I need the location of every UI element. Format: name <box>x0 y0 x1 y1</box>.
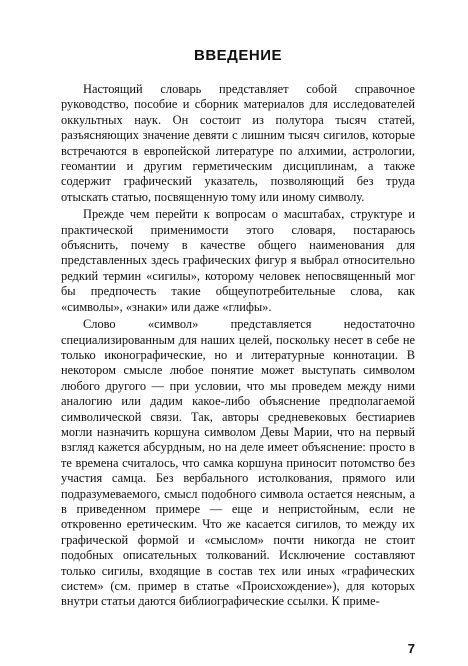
paragraph-intro: Настоящий словарь представляет собой справочное руководство, пособие и сборник материалов для исследователей оккультных наук. Он состоит из полутора тысяч статей, разъясняющих значение девяти с лишним тысяч сигилов, которые встречаются в европейской литературе по алхимии, астрологии, геомантии и другим герметическим дисциплинам, а также содержит графический указатель, позволяющий без труда отыскать статью, посвященную тому или иному символу. <box>61 82 415 204</box>
book-page <box>61 0 415 666</box>
paragraph-terminology: Прежде чем перейти к вопросам о масштабах, структуре и практической применимости этого словаря, постараюсь объяснить, почему в качестве общего наименования для представленных здесь графических фигур я выбрал относительно редкий термин «сигилы», которому человек непосвященный мог бы предпочесть такие общеупотребительные слова, как «символы», «знаки» или даже «глифы». <box>61 207 415 314</box>
body-text <box>61 82 415 610</box>
chapter-heading: ВВЕДЕНИЕ <box>194 47 282 64</box>
page-number: 7 <box>407 641 415 656</box>
paragraph-symbol: Слово «символ» представляется недостаточно специализированным для наших целей, поскольку несет в себе не только иконографические, но и литературные коннотации. В некотором смысле любое понятие может выступать символом любого другого — при условии, что мы проведем между ними аналогию или дадим какое-либо объяснение предполагаемой символической связи. Так, авторы средневековых бестиариев могли назначить коршуна символом Девы Марии, что на первый взгляд кажется абсурдным, но на деле имеет объяснение: просто в те времена считалось, что самка коршуна приносит потомство без участия самца. Без вербального истолкования, прямого или подразумеваемого, смысл подобного символа остается неясным, а в приведенном примере — еще и непристойным, если не откровенно еретическим. Что же касается сигилов, то между их графической формой и «смыслом» почти никогда не стоит подобных описательных толкований. Исключение составляют только сигилы, входящие в состав тех или иных «графических систем» (см. пример в статье «Происхождение»), для которых внутри статьи даются библиографические ссылки. К приме- <box>61 317 415 609</box>
